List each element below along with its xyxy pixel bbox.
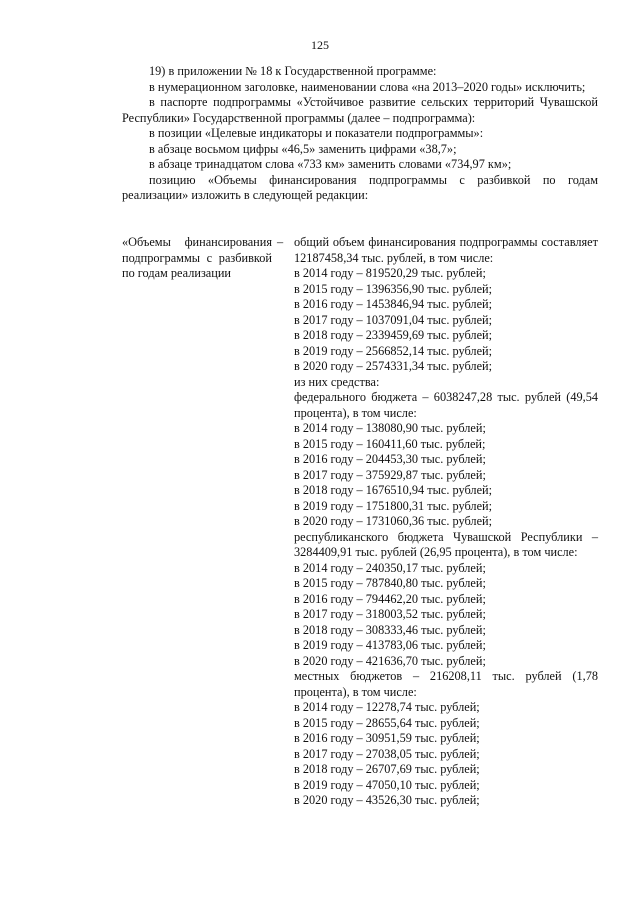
table-label-cell: «Объемы финансирования подпрограммы с разбивкой по годам реализации — [122, 235, 272, 280]
intro-paragraph: 19) в приложении № 18 к Государственной программе: — [149, 64, 437, 78]
year-line: в 2017 году – 375929,87 тыс. рублей; — [294, 467, 486, 482]
table-value-cell — [294, 235, 598, 809]
federal-funding: федерального бюджета – 6038247,28 тыс. рублей (49,54 процента), в том числе: — [294, 390, 598, 420]
year-line: в 2018 году – 26707,69 тыс. рублей; — [294, 762, 480, 776]
republic-funding: республиканского бюджета Чувашской Республики – 3284409,91 тыс. рублей (26,95 процента), в том числе: — [294, 529, 598, 559]
funds-header: из них средства: — [294, 374, 380, 389]
year-line: в 2016 году – 30951,59 тыс. рублей; — [294, 731, 480, 745]
year-line: в 2014 году – 12278,74 тыс. рублей; — [294, 700, 480, 714]
year-line: в 2020 году – 421636,70 тыс. рублей; — [294, 653, 486, 668]
year-line: в 2017 году – 1037091,04 тыс. рублей; — [294, 312, 493, 327]
year-line: в 2020 году – 43526,30 тыс. рублей; — [294, 793, 480, 807]
year-line: в 2018 году – 308333,46 тыс. рублей; — [294, 622, 486, 637]
year-line: в 2016 году – 1453846,94 тыс. рублей; — [294, 297, 493, 311]
year-line: в 2014 году – 138080,90 тыс. рублей; — [294, 421, 486, 435]
page-number: 125 — [311, 38, 329, 52]
table-dash: – — [277, 235, 284, 249]
year-line: в 2020 году – 2574331,34 тыс. рублей; — [294, 359, 493, 373]
total-funding: общий объем финансирования подпрограммы составляет 12187458,34 тыс. рублей, в том числе: — [294, 235, 598, 265]
year-line: в 2016 году – 204453,30 тыс. рублей; — [294, 452, 486, 466]
year-line: в 2018 году – 2339459,69 тыс. рублей; — [294, 328, 493, 342]
intro-text — [122, 64, 598, 204]
year-line: в 2017 году – 27038,05 тыс. рублей; — [294, 746, 480, 761]
intro-paragraph: в позиции «Целевые индикаторы и показатели подпрограммы»: — [149, 126, 484, 140]
local-funding: местных бюджетов – 216208,11 тыс. рублей (1,78 процента), в том числе: — [294, 669, 598, 699]
intro-paragraph: в паспорте подпрограммы «Устойчивое развитие сельских территорий Чувашской Республики» Государственной программы (далее – подпрограмма): — [122, 95, 598, 125]
intro-paragraph: в абзаце тринадцатом слова «733 км» заменить словами «734,97 км»; — [149, 157, 512, 171]
year-line: в 2014 году – 819520,29 тыс. рублей; — [294, 266, 486, 280]
year-line: в 2020 году – 1731060,36 тыс. рублей; — [294, 514, 493, 528]
year-line: в 2016 году – 794462,20 тыс. рублей; — [294, 591, 486, 606]
intro-paragraph: в нумерационном заголовке, наименовании слова «на 2013–2020 годы» исключить; — [149, 79, 586, 94]
year-line: в 2015 году – 1396356,90 тыс. рублей; — [294, 281, 493, 296]
intro-paragraph: в абзаце восьмом цифры «46,5» заменить цифрами «38,7»; — [149, 141, 457, 156]
year-line: в 2014 году – 240350,17 тыс. рублей; — [294, 560, 486, 575]
year-line: в 2015 году – 28655,64 тыс. рублей; — [294, 715, 480, 730]
year-line: в 2017 году – 318003,52 тыс. рублей; — [294, 607, 486, 621]
year-line: в 2019 году – 2566852,14 тыс. рублей; — [294, 343, 493, 358]
year-line: в 2019 году – 413783,06 тыс. рублей; — [294, 638, 486, 652]
year-line: в 2015 году – 160411,60 тыс. рублей; — [294, 436, 486, 451]
year-line: в 2019 году – 1751800,31 тыс. рублей; — [294, 498, 493, 513]
year-line: в 2019 году – 47050,10 тыс. рублей; — [294, 777, 480, 792]
intro-paragraph: позицию «Объемы финансирования подпрограммы с разбивкой по годам реализации» изложить в следующей редакции: — [122, 172, 598, 202]
year-line: в 2015 году – 787840,80 тыс. рублей; — [294, 576, 486, 590]
year-line: в 2018 году – 1676510,94 тыс. рублей; — [294, 483, 493, 497]
